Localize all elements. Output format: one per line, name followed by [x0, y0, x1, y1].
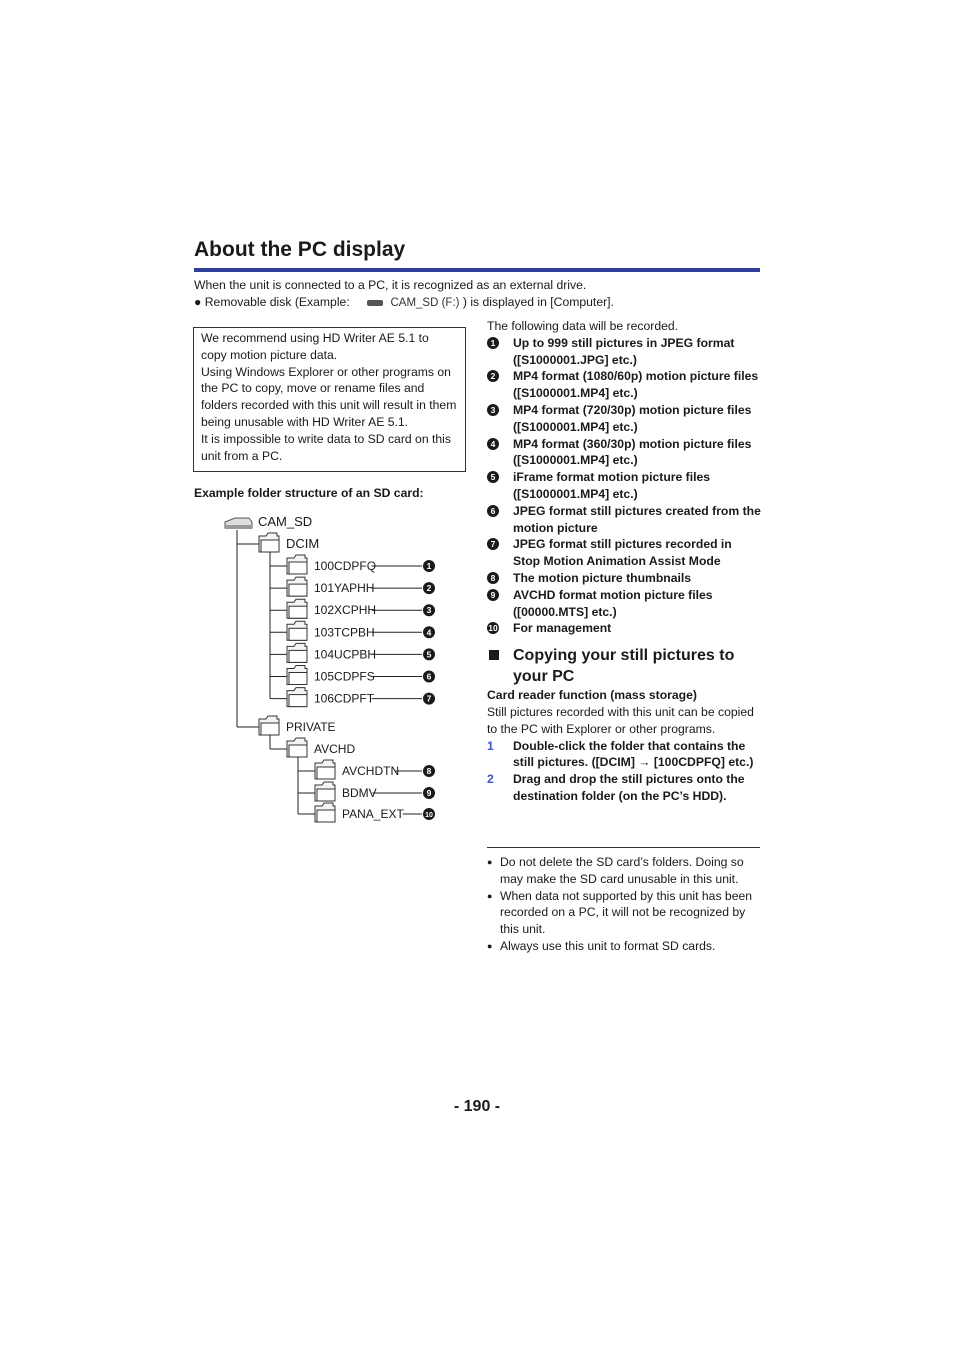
data-intro: The following data will be recorded. [487, 319, 679, 333]
data-item-text: Up to 999 still pictures in JPEG format ([S1000001.JPG] etc.) [513, 335, 735, 367]
callout-number: 10 [425, 812, 433, 819]
callout-number: 3 [426, 605, 432, 616]
folder-icon-front [289, 673, 307, 685]
drive-icon [367, 300, 383, 306]
data-item [487, 536, 762, 570]
folder-structure-title: Example folder structure of an SD card: [194, 486, 424, 500]
number-circle-icon: 5 [487, 471, 499, 483]
folder-icon-front [289, 606, 307, 618]
data-item-text: iFrame format motion picture files ([S1000001.MP4] etc.) [513, 470, 711, 501]
recommendation-p1: We recommend using HD Writer AE 5.1 to copy motion picture data. [201, 331, 429, 362]
data-item-text: JPEG format still pictures created from the motion picture [513, 503, 761, 535]
folder-label: AVCHD [314, 742, 356, 756]
number-circle-icon: 6 [487, 505, 499, 517]
data-item-text: MP4 format (1080/60p) motion picture files ([S1000001.MP4] etc.) [513, 369, 759, 401]
step-item [487, 771, 762, 805]
notes-divider [487, 847, 760, 848]
drive-label: CAM_SD (F:) [390, 297, 460, 309]
title-underline [194, 268, 760, 272]
number-circle-icon: 4 [487, 438, 499, 450]
data-item [487, 503, 762, 537]
callout-number: 6 [426, 671, 432, 682]
data-item [487, 620, 762, 637]
number-circle-icon: 9 [487, 589, 499, 601]
intro-bullet-suffix: ) is displayed in [Computer]. [462, 295, 614, 309]
callout-number: 9 [426, 788, 432, 798]
number-circle-icon: 2 [487, 370, 499, 382]
data-item-text: MP4 format (720/30p) motion picture files ([S1000001.MP4] etc.) [513, 402, 752, 434]
folder-label: BDMV [342, 786, 377, 800]
data-item [487, 436, 762, 470]
note-item: ● Do not delete the SD card’s folders. Doing so may make the SD card unusable in this unit. [487, 854, 762, 888]
data-item-text: JPEG format still pictures recorded in Stop Motion Animation Assist Mode [513, 537, 732, 569]
step-text: Double-click the folder that contains the still pictures. ([DCIM] → [100CDPFQ] etc.) [513, 738, 754, 770]
folder-icon-front [289, 584, 307, 596]
data-item [487, 335, 762, 369]
folder-label: DCIM [286, 536, 320, 551]
folder-label: 101YAPHH [314, 581, 375, 596]
data-list [487, 335, 762, 637]
note-item: ● Always use this unit to format SD cards. [487, 938, 762, 955]
folder-label: PRIVATE [286, 720, 336, 734]
folder-icon-front [289, 745, 307, 757]
callout-number: 4 [426, 627, 432, 638]
step-item [487, 738, 762, 772]
folder-icon-front [317, 767, 335, 779]
copy-subheading: Card reader function (mass storage) [487, 688, 697, 703]
data-item [487, 570, 762, 587]
page-title: About the PC display [194, 238, 406, 261]
folder-icon-front [317, 789, 335, 801]
folder-label: 102XCPHH [314, 603, 377, 618]
folder-icon-front [261, 540, 279, 552]
callout-number: 7 [426, 693, 432, 704]
step-number: 2 [487, 772, 494, 787]
recommendation-p3: It is impossible to write data to SD card on this unit from a PC. [201, 431, 451, 463]
folder-icon-front [261, 723, 279, 735]
folder-label: 106CDPFT [314, 691, 375, 706]
folder-tree-diagram [222, 512, 452, 828]
square-bullet-icon [489, 650, 499, 660]
drive-icon-base [225, 525, 252, 529]
intro-text [194, 277, 764, 312]
intro-bullet-prefix: ● Removable disk (Example: [194, 295, 350, 309]
copy-heading-text: Copying your still pictures to your PC [513, 647, 735, 686]
data-item [487, 402, 762, 436]
folder-icon-front [289, 628, 307, 640]
callout-number: 2 [426, 583, 432, 594]
copy-section-heading [487, 645, 762, 687]
number-circle-icon: 1 [487, 337, 499, 349]
callout-number: 1 [426, 561, 432, 571]
folder-label: CAM_SD [258, 514, 313, 529]
data-item-text: MP4 format (360/30p) motion picture files ([S1000001.MP4] etc.) [513, 436, 752, 468]
folder-label: AVCHDTN [342, 764, 400, 778]
data-item-text: The motion picture thumbnails [513, 570, 692, 585]
intro-bullet [194, 294, 764, 312]
data-item [487, 587, 762, 621]
folder-icon-front [289, 562, 307, 574]
notes-section [487, 854, 762, 955]
recommendation-box [193, 327, 466, 472]
folder-label: PANA_EXT [342, 807, 404, 821]
right-column [487, 318, 762, 805]
folder-icon-front [289, 650, 307, 662]
number-circle-icon: 3 [487, 404, 499, 416]
steps-list [487, 738, 762, 805]
number-circle-icon: 7 [487, 538, 499, 550]
notes-list [487, 854, 762, 955]
step-text: Drag and drop the still pictures onto the destination folder (on the PC’s HDD). [513, 772, 745, 803]
folder-icon-front [289, 695, 307, 707]
callout-number: 8 [426, 766, 432, 776]
folder-label: 105CDPFS [314, 669, 375, 684]
page-number: - 190 - [453, 1098, 501, 1115]
copy-body: Still pictures recorded with this unit can be copied to the PC with Explorer or other programs. [487, 704, 754, 736]
intro-line: When the unit is connected to a PC, it is recognized as an external drive. [194, 278, 587, 292]
number-circle-icon: 10 [488, 623, 498, 634]
number-circle-icon: 8 [487, 572, 499, 584]
folder-label: 103TCPBH [314, 625, 375, 640]
note-item: ● When data not supported by this unit has been recorded on a PC, it will not be recognized by this unit. [487, 888, 762, 938]
data-item-text: AVCHD format motion picture files ([00000.MTS] etc.) [513, 587, 713, 619]
data-item [487, 469, 762, 503]
folder-label: 104UCPBH [314, 647, 377, 662]
folder-icon-front [317, 810, 335, 822]
recommendation-p2: Using Windows Explorer or other programs on the PC to copy, move or rename files and folders recorded with this unit will result in them being unusable with HD Writer AE 5.1. [201, 364, 457, 429]
data-item [487, 368, 762, 402]
callout-number: 5 [426, 649, 432, 660]
data-item-text: For management [513, 621, 612, 636]
folder-label: 100CDPFQ [314, 559, 377, 573]
step-number: 1 [487, 738, 494, 753]
